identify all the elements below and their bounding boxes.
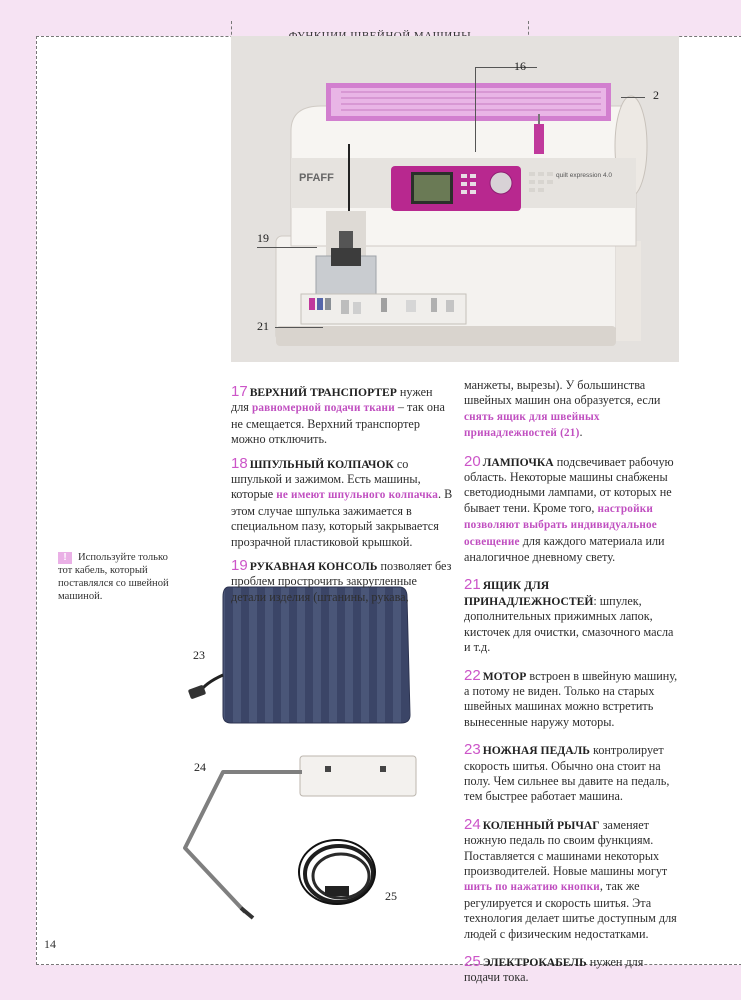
- sewing-machine-photo: [231, 36, 679, 362]
- power-cable-image: [295, 836, 390, 911]
- page-number: 14: [44, 937, 56, 951]
- callout-2: 2: [653, 88, 659, 102]
- cable-note: [58, 551, 178, 603]
- text-column-left: [231, 384, 453, 613]
- item-22: 22 МОТОР встроен в швейную машину, а потому не виден. Только на старых швейных машинах можно встретить вынесенные наружу моторы.: [464, 666, 678, 729]
- item-20: 20 ЛАМПОЧКА подсвечивает рабочую область. Некоторые машины снабжены светодиодными лампами, от которых не бывает тени. Кроме того, настройки позволяют выбрать индивидуальное освещение для каждого материала или аналогичное дневному свету.: [464, 452, 674, 565]
- item-21: 21 ЯЩИК ДЛЯ ПРИНАДЛЕЖНОСТЕЙ: шпулек, дополнительных прижимных лапок, кисточек для очистки, смазочного масла и т.д.: [464, 576, 674, 655]
- text-column-right: [464, 378, 682, 994]
- item-24: 24 КОЛЕННЫЙ РЫЧАГ заменяет ножную педаль по своим функциям. Поставляется с машинами некоторых производителей. Новые машины могут шить по нажатию кнопки, так же регулируется и скорость шитья. Эта технология делает шитье доступным для людей с физическим недостатками.: [464, 815, 677, 941]
- warning-icon: !: [58, 552, 72, 564]
- item-17: 17 ВЕРХНИЙ ТРАНСПОРТЕР нужен для равномерной подачи ткани – так она не смещается. Верхний транспортер можно отключить.: [231, 383, 445, 447]
- sewing-machine-illustration: [231, 36, 679, 362]
- item-25: 25 ЭЛЕКТРОКАБЕЛЬ нужен для подачи тока.: [464, 953, 644, 985]
- brand-logo: PFAFF: [299, 172, 334, 184]
- note-text: Используйте только тот кабель, который поставлялся со швейной машиной.: [58, 552, 169, 602]
- figure-23-label: 23: [193, 648, 205, 662]
- callout-16: 16: [514, 59, 526, 73]
- figure-24-label: 24: [194, 760, 206, 774]
- figure-25-label: 25: [385, 889, 397, 903]
- model-label: quilt expression 4.0: [556, 172, 613, 179]
- item-19: 19 РУКАВНАЯ КОНСОЛЬ позволяет без проблем прострочить закругленные детали изделия (штанины, рукава,: [231, 557, 452, 604]
- item-23: 23 НОЖНАЯ ПЕДАЛЬ контролирует скорость шитья. Обычно она стоит на полу. Чем сильнее вы давите на педаль, тем быстрее работает машина.: [464, 741, 670, 804]
- item-18: 18 ШПУЛЬНЫЙ КОЛПАЧОК со шпулькой и зажимом. Есть машины, которые не имеют шпульного колпачка. В этом случае шпулька зажимается в специальном пазу, который закрывается прозрачной пластиковой крышкой.: [231, 454, 453, 549]
- item-19-continued: манжеты, вырезы). У большинства швейных машин она образуется, если снять ящик для швейных принадлежностей (21).: [464, 378, 661, 440]
- callout-21: 21: [257, 319, 269, 333]
- callout-19: 19: [257, 231, 269, 245]
